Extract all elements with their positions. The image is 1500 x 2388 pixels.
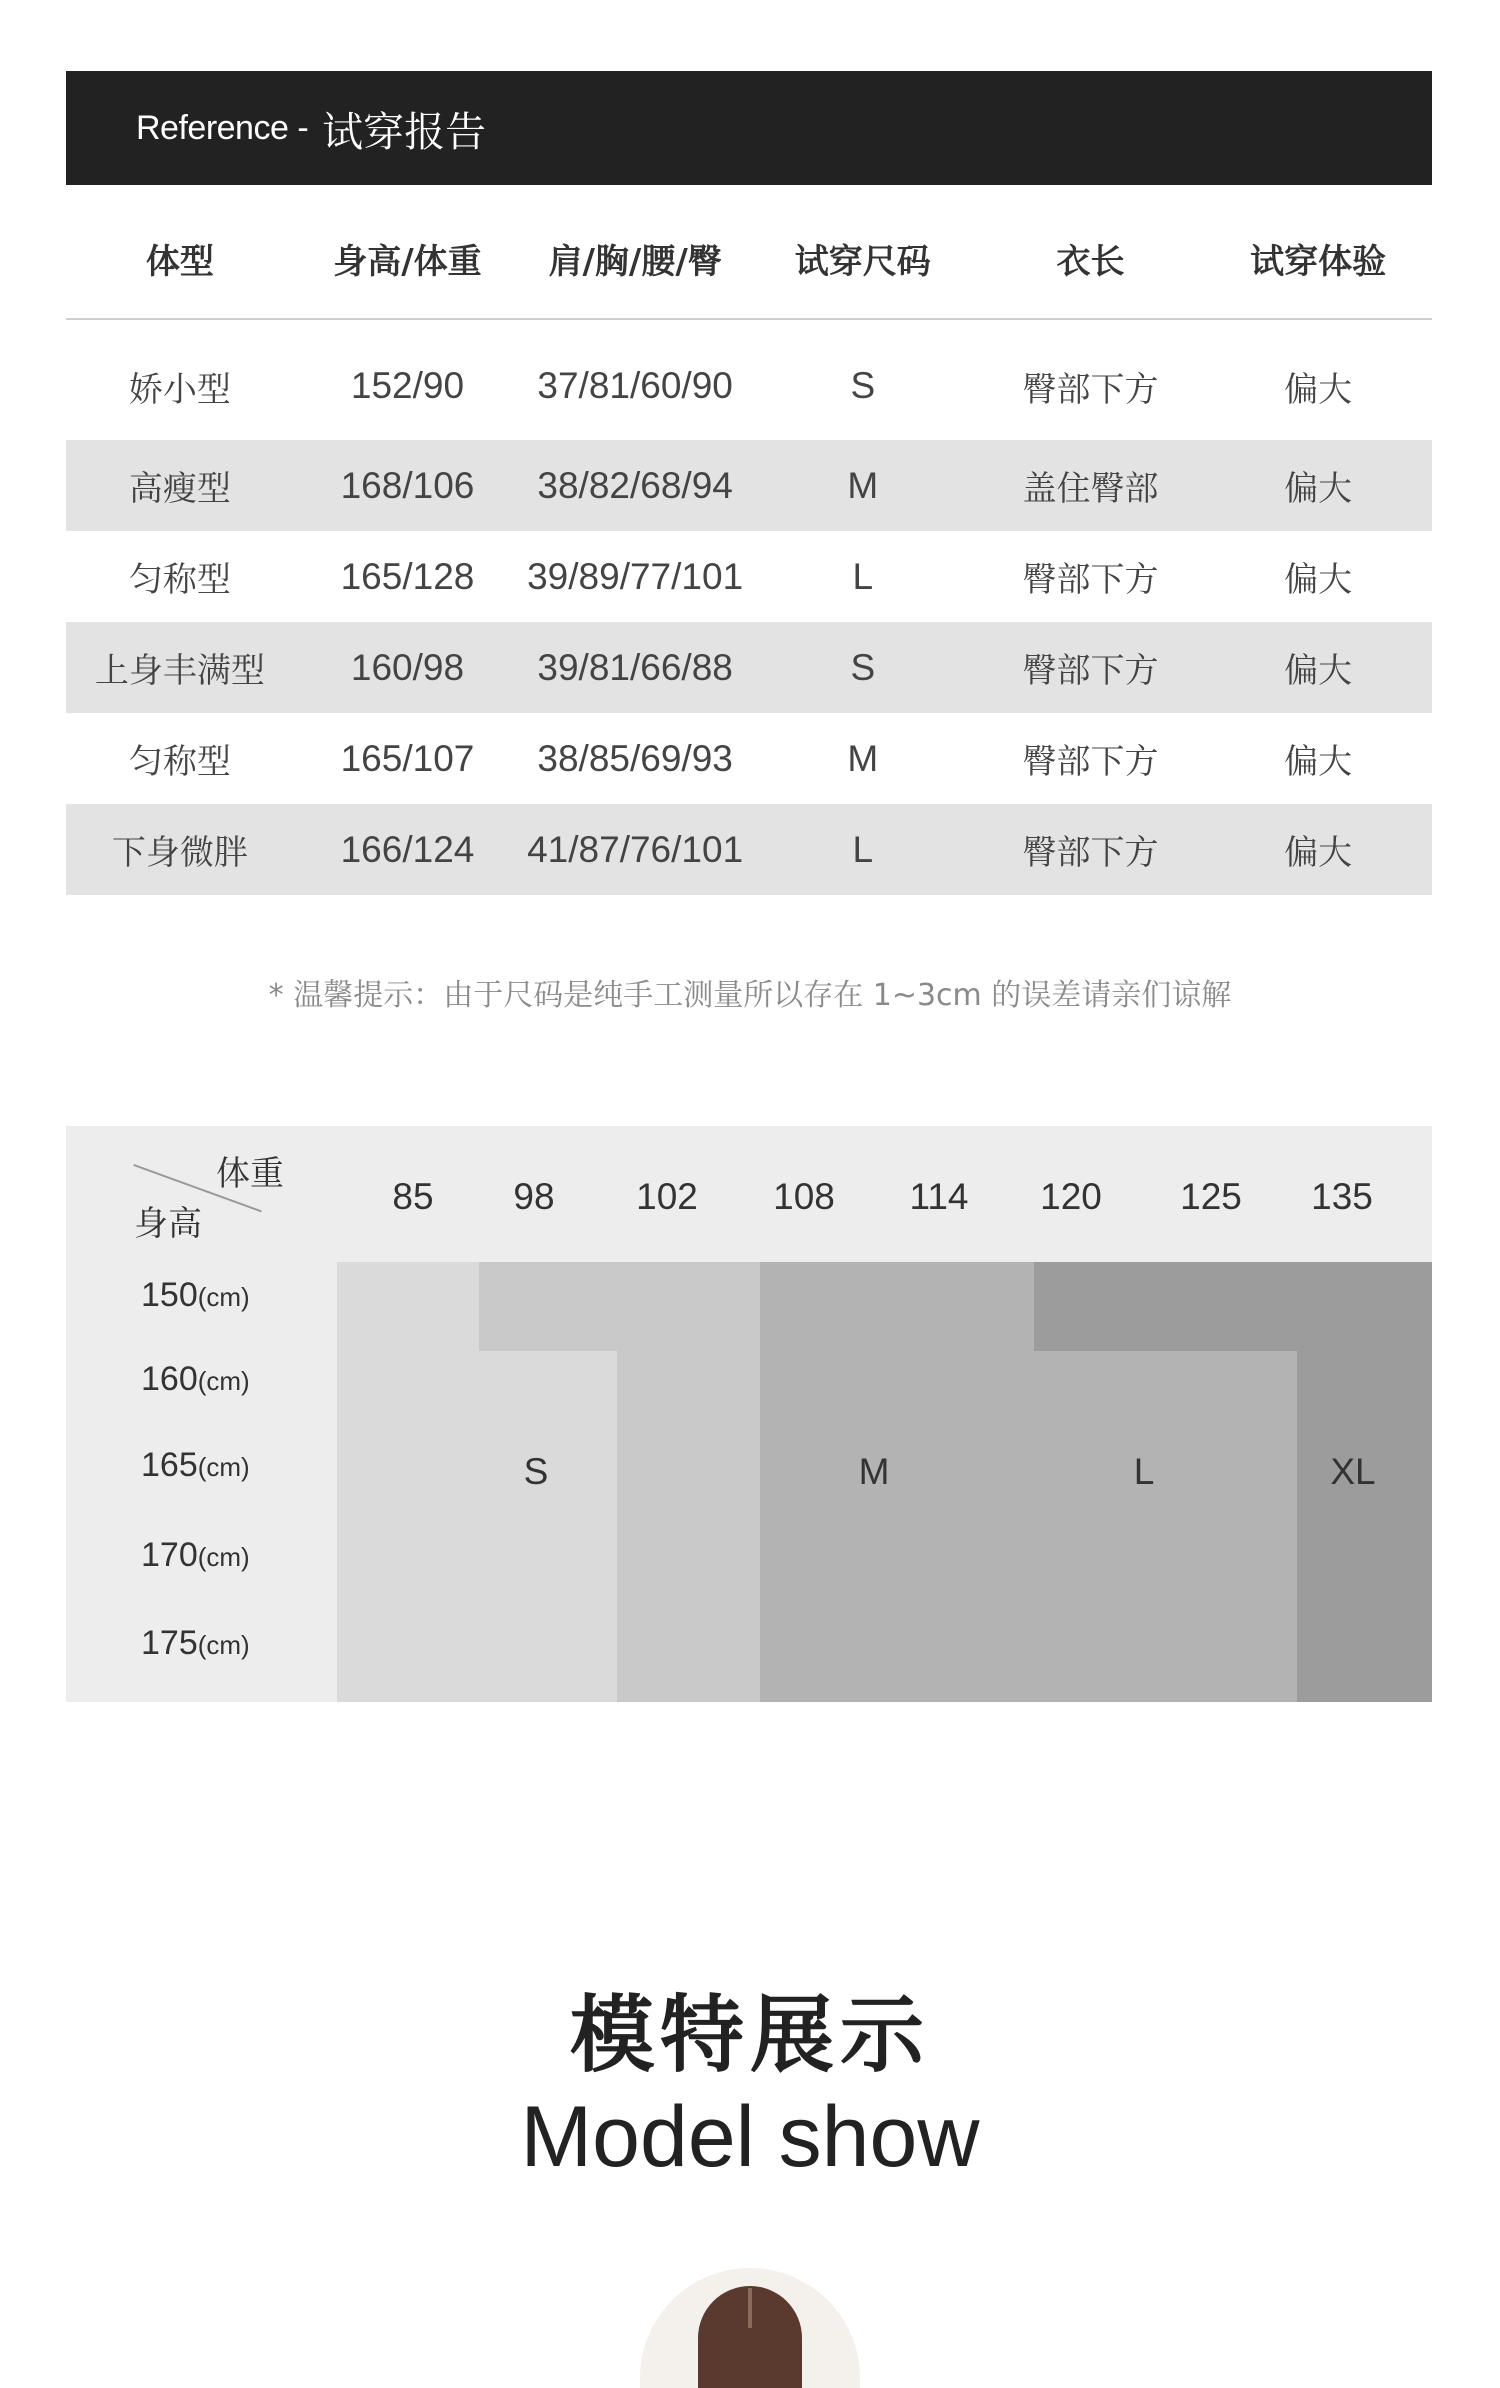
- size-zone-s: [337, 1262, 479, 1702]
- cell-length: 臀部下方: [1022, 560, 1159, 600]
- measurement-tip: * 温馨提示：由于尺码是纯手工测量所以存在 1~3cm 的误差请亲们谅解: [268, 978, 1232, 1013]
- height-label: 160(cm): [141, 1360, 250, 1398]
- weight-label: 108: [773, 1176, 835, 1217]
- cell-size: L: [852, 555, 874, 597]
- cell-experience: 偏大: [1284, 369, 1353, 410]
- header-height-weight: 身高/体重: [294, 198, 522, 319]
- corner-weight-label: 体重: [216, 1154, 284, 1194]
- size-recommendation-grid: [66, 1126, 1432, 1702]
- cell-body-type: 匀称型: [128, 560, 231, 600]
- weight-label: 102: [636, 1176, 698, 1217]
- cell-experience: 偏大: [1284, 742, 1353, 782]
- cell-body-type: 匀称型: [128, 742, 231, 782]
- banner-title: 试穿报告: [322, 107, 487, 156]
- header-length: 衣长: [977, 198, 1205, 319]
- size-zone-l-top: [760, 1262, 1034, 1351]
- cell-height-weight: 166/124: [294, 804, 522, 895]
- size-zone-s-lower: [479, 1351, 617, 1702]
- cell-body-type: 下身微胖: [66, 804, 294, 895]
- cell-body-type: 高瘦型: [66, 440, 294, 531]
- cell-measurements: 39/89/77/101: [527, 555, 744, 597]
- model-show-title-zh: 模特展示: [569, 1986, 930, 2084]
- cell-length: 臀部下方: [1022, 369, 1159, 410]
- size-zone-l: [760, 1351, 1297, 1702]
- cell-height-weight: 152/90: [350, 365, 465, 406]
- size-label-xl: XL: [1330, 1451, 1376, 1492]
- height-label: 170(cm): [141, 1536, 250, 1574]
- header-measurements: 肩/胸/腰/臀: [521, 198, 749, 319]
- table-row: [66, 440, 1432, 531]
- header-fit-size: 试穿尺码: [749, 198, 977, 319]
- weight-label: 120: [1040, 1176, 1102, 1217]
- size-zone-xl-top: [1034, 1262, 1432, 1351]
- height-label: 175(cm): [141, 1624, 250, 1662]
- table-row: [66, 319, 1432, 440]
- cell-body-type: 娇小型: [128, 369, 231, 410]
- cell-length: 臀部下方: [977, 622, 1205, 713]
- cell-height-weight: 160/98: [294, 622, 522, 713]
- cell-height-weight: 168/106: [294, 440, 522, 531]
- model-photo: [640, 2268, 860, 2388]
- size-label-m: M: [858, 1451, 890, 1492]
- cell-length: 臀部下方: [977, 804, 1205, 895]
- weight-label: 135: [1311, 1176, 1373, 1217]
- size-zone-m: [617, 1351, 760, 1702]
- cell-size: S: [749, 622, 977, 713]
- size-zone-xl: [1297, 1351, 1432, 1702]
- cell-measurements: 38/82/68/94: [521, 440, 749, 531]
- report-banner: [66, 71, 1432, 185]
- table-row: [66, 713, 1432, 804]
- weight-label: 85: [392, 1176, 434, 1217]
- size-zone-m-top: [479, 1262, 760, 1351]
- height-label: 165(cm): [141, 1446, 250, 1484]
- corner-height-label: 身高: [134, 1204, 202, 1244]
- table-row: [66, 531, 1432, 622]
- cell-measurements: 37/81/60/90: [537, 365, 733, 406]
- cell-size: M: [847, 737, 879, 779]
- banner-reference-label: Reference -: [136, 108, 309, 147]
- cell-experience: 偏大: [1204, 440, 1432, 531]
- cell-length: 臀部下方: [1022, 742, 1159, 782]
- report-header-row: [66, 198, 1432, 319]
- weight-label: 125: [1180, 1176, 1242, 1217]
- cell-length: 盖住臀部: [977, 440, 1205, 531]
- weight-label: 114: [909, 1176, 969, 1217]
- fitting-report-table: [66, 198, 1432, 895]
- table-row: [66, 804, 1432, 895]
- cell-experience: 偏大: [1204, 804, 1432, 895]
- cell-height-weight: 165/107: [340, 737, 475, 779]
- cell-measurements: 41/87/76/101: [521, 804, 749, 895]
- header-experience: 试穿体验: [1204, 198, 1432, 319]
- size-label-l: L: [1133, 1451, 1155, 1492]
- model-hair-parting: [748, 2288, 752, 2328]
- cell-body-type: 上身丰满型: [66, 622, 294, 713]
- cell-size: L: [749, 804, 977, 895]
- cell-measurements: 39/81/66/88: [521, 622, 749, 713]
- size-label-s: S: [523, 1451, 549, 1492]
- cell-experience: 偏大: [1284, 560, 1353, 600]
- weight-label: 98: [513, 1176, 555, 1217]
- cell-size: M: [749, 440, 977, 531]
- cell-height-weight: 165/128: [340, 555, 475, 597]
- cell-experience: 偏大: [1204, 622, 1432, 713]
- header-body-type: 体型: [66, 198, 294, 319]
- table-row: [66, 622, 1432, 713]
- model-show-title-en: Model show: [520, 2089, 980, 2185]
- height-label: 150(cm): [141, 1276, 250, 1314]
- cell-size: S: [850, 365, 876, 406]
- cell-measurements: 38/85/69/93: [537, 737, 733, 779]
